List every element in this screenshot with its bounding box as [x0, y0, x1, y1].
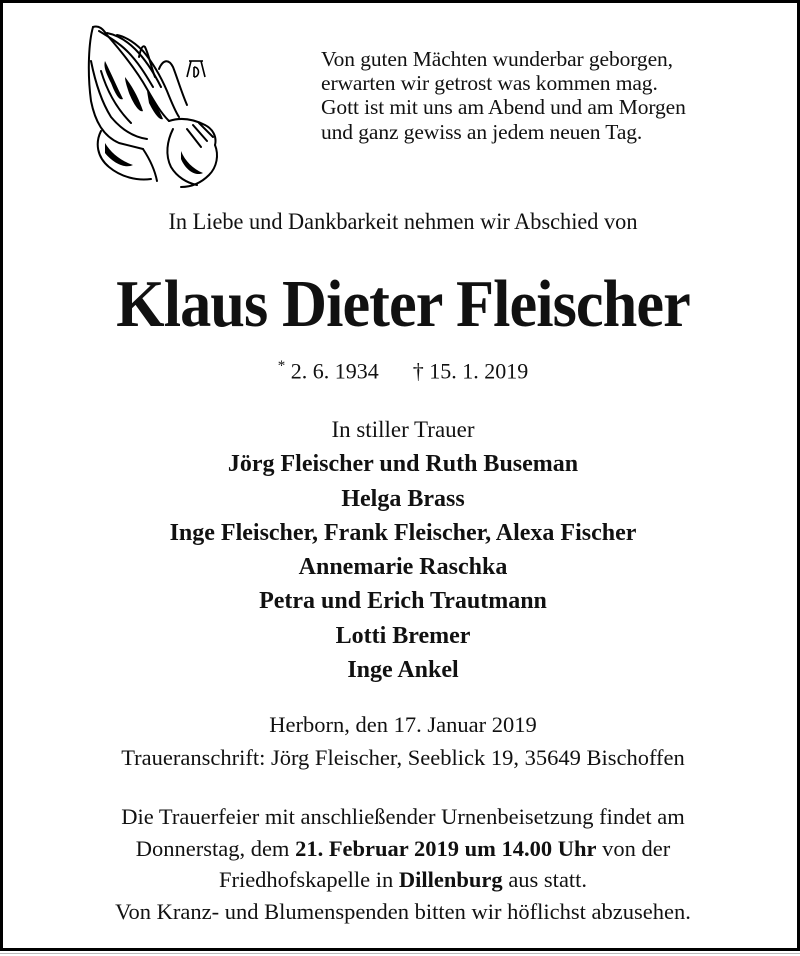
poem-line: erwarten wir getrost was kommen mag. — [321, 71, 658, 96]
service-text: aus statt. — [502, 867, 588, 892]
service-text: von der — [596, 835, 671, 861]
service-line: Von Kranz- und Blumenspenden bitten wir höflichst abzusehen. — [115, 898, 691, 924]
service-line — [3, 833, 800, 865]
service-location: Dillenburg — [398, 867, 503, 892]
mourner: Inge Ankel — [347, 657, 459, 684]
mourner: Jörg Fleischer und Ruth Buseman — [227, 451, 579, 478]
mourner: Inge Fleischer, Frank Fleischer, Alexa Fischer — [169, 519, 637, 546]
cross-icon: † — [412, 358, 424, 384]
poem-line: und ganz gewiss an jedem neuen Tag. — [321, 119, 643, 144]
birth-date: 2. 6. 1934 — [290, 358, 379, 384]
mourners-list — [3, 413, 800, 687]
mourners-lead: In stiller Trauer — [331, 417, 475, 442]
death-date: 15. 1. 2019 — [429, 358, 529, 384]
place-date: Herborn, den 17. Januar 2019 — [269, 712, 537, 737]
mourner: Lotti Bremer — [335, 622, 471, 649]
service-text: Friedhofskapelle in — [218, 867, 399, 892]
poem — [321, 47, 781, 144]
life-dates — [3, 352, 800, 385]
deceased-name: Klaus Dieter Fleischer — [116, 267, 690, 341]
page-edge — [0, 953, 800, 954]
intro-text: In Liebe und Dankbarkeit nehmen wir Abschied von — [168, 209, 638, 234]
service-line: Die Trauerfeier mit anschließender Urnenbeisetzung findet am — [121, 804, 685, 829]
birth-symbol: * — [277, 358, 286, 374]
service-text: Donnerstag, dem — [135, 835, 296, 861]
monogram — [187, 61, 205, 77]
mourning-address: Traueranschrift: Jörg Fleischer, Seeblick 19, 35649 Bischoffen — [121, 745, 685, 770]
service-datetime: 21. Februar 2019 um 14.00 Uhr — [295, 835, 597, 861]
service-details — [3, 801, 800, 927]
praying-hands-icon — [81, 21, 241, 191]
poem-line: Gott ist mit uns am Abend und am Morgen — [321, 95, 686, 120]
mourner: Petra und Erich Trautmann — [259, 588, 547, 615]
mourner: Annemarie Raschka — [298, 554, 508, 581]
poem-line: Von guten Mächten wunderbar geborgen, — [321, 47, 673, 71]
place-and-address — [3, 708, 800, 774]
service-line — [3, 864, 800, 896]
mourner: Helga Brass — [341, 485, 465, 512]
